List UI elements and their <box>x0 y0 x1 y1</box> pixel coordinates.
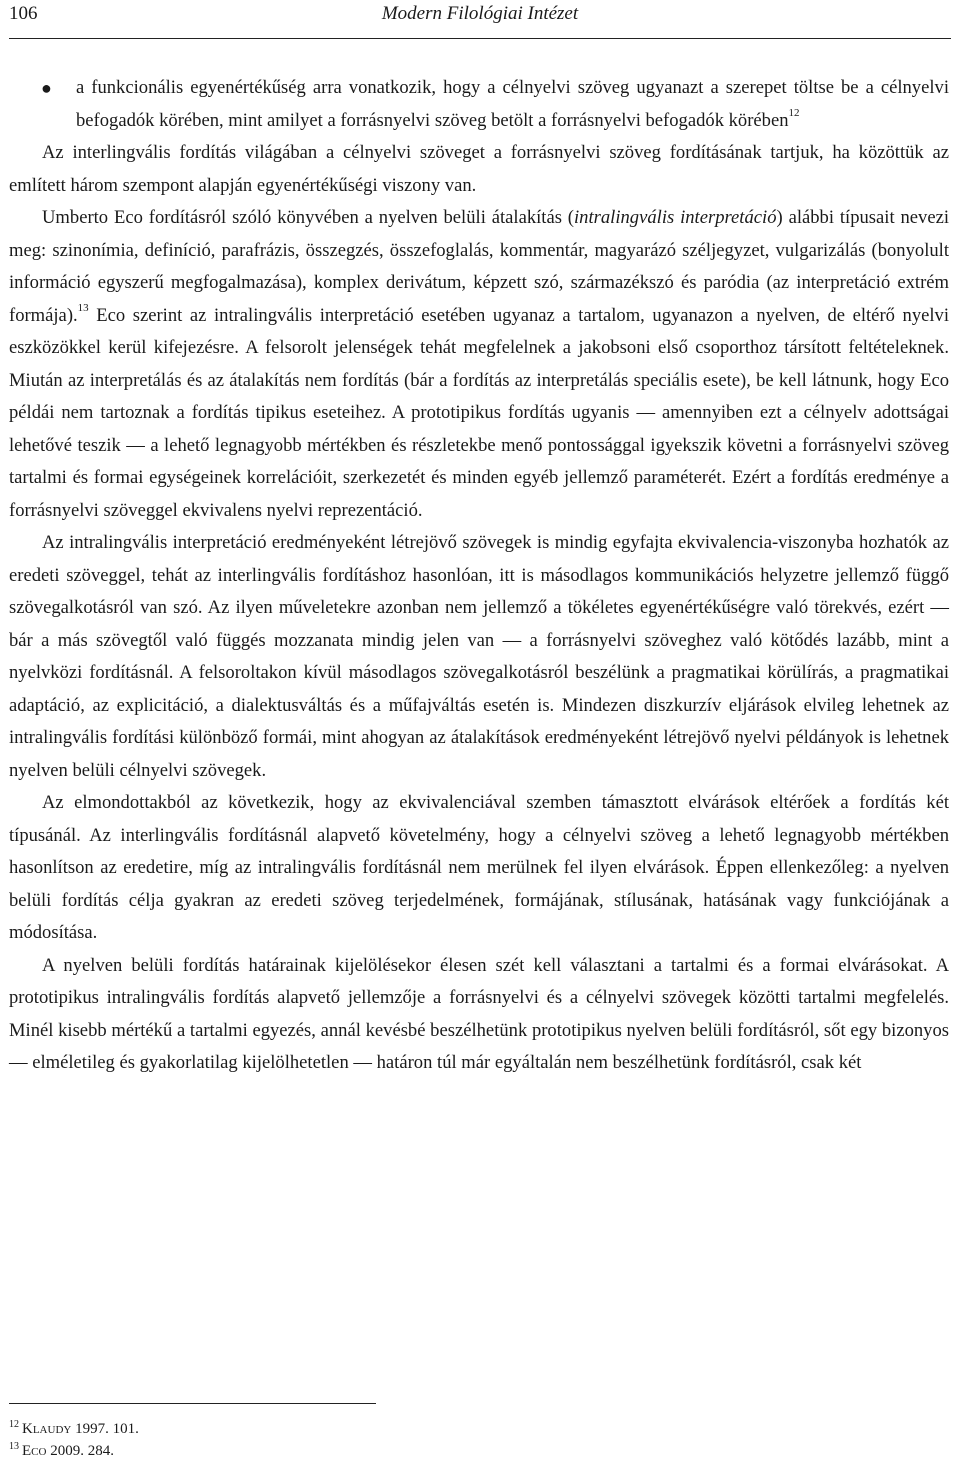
footnote-citation: 1997. 101. <box>71 1421 139 1437</box>
paragraph-3: Az intralingvális interpretáció eredményeként létrejövő szövegek is mindig egyfajta ekvivalencia-viszonyba hozhatók az eredeti szöveggel, tehát az interlingvális fordításhoz hasonlóan, itt is másodlagos kommunikációs helyzetre jellemző függő szövegalkotásról van szó. Az ilyen műveletekre azonban nem jellemző a tökéletes egyenértékűségre való törekvés, ezért — bár a más szövegtől való függés mozzanata mindig jelen van — a forrásnyelvi szöveghez való kötődés lazább, mint a nyelvközi fordításnál. A felsoroltakon kívül másodlagos szövegalkotásról beszélünk a pragmatikai körülírás, a pragmatikai adaptáció, az explicitáció, a dialektusváltás és a műfajváltás esetén is. Mindezen diszkurzív eljárások elvileg lehetnek az intralingvális fordítási különböző formái, mint ahogyan az átalakítások eredményeként létrejövő nyelvi példányok is lehetnek nyelven belüli célnyelvi szövegek. <box>9 532 949 781</box>
footnote-author: Eco <box>22 1443 47 1459</box>
bullet-text: a funkcionális egyenértékűség arra vonatkozik, hogy a célnyelvi szöveg ugyanazt a szerepet töltse be a célnyelvi befogadók körében, mint amilyet a forrásnyelvi szöveg betölt a forrásnyelvi befogadók körében <box>76 77 949 131</box>
footnote-ref-12: 12 <box>788 107 800 120</box>
footnote-divider <box>9 1403 376 1404</box>
footnote-citation: 2009. 284. <box>46 1443 114 1459</box>
footnote-number: 13 <box>9 1441 19 1452</box>
paragraph-2-part-a: Umberto Eco fordításról szóló könyvében a nyelven belüli átalakítás ( <box>42 207 575 228</box>
italic-term: intralingvális interpretáció <box>574 207 777 228</box>
body-text <box>9 72 949 1080</box>
footnotes <box>9 1418 139 1462</box>
paragraph-5: A nyelven belüli fordítás határainak kijelölésekor élesen szét kell választani a tartalmi és a formai elvárásokat. A prototipikus intralingvális fordítás alapvető jellemzője a forrásnyelvi és a célnyelvi szövegek közötti tartalmi megfelelés. Minél kisebb mértékű a tartalmi egyezés, annál kevésbé beszélhetünk prototipikus nyelven belüli fordításról, sőt egy bizonyos — elméletileg és gyakorlatilag kijelölhetetlen — határon túl már egyáltalán nem beszélhetünk fordításról, csak két <box>9 954 949 1073</box>
running-title: Modern Filológiai Intézet <box>381 3 579 24</box>
footnote-number: 12 <box>9 1419 19 1430</box>
bullet-item <box>9 72 949 137</box>
page-number: 106 <box>9 3 38 24</box>
footnote-author: Klaudy <box>22 1421 72 1437</box>
bullet-icon: ● <box>41 78 52 98</box>
paragraph-1: Az interlingvális fordítás világában a célnyelvi szöveget a forrásnyelvi szöveg fordításának tartjuk, ha közöttük az említett három szempont alapján egyenértékűségi viszony van. <box>9 142 949 196</box>
footnote-12 <box>9 1418 139 1440</box>
footnote-ref-13: 13 <box>77 302 89 315</box>
paragraph-2-part-b: ) alábbi típusait nevezi meg: szinonímia, definíció, parafrázis, összegzés, összefoglalás, kommentár, magyarázó széljegyzet, vulgarizálás (bonyolult információ egyszerű megfogalmazása), komplex derivátum, képzett szó, származékszó és paródia (az interpretáció extrém formája). <box>9 207 950 326</box>
page-header <box>9 0 951 39</box>
footnote-13 <box>9 1440 139 1462</box>
paragraph-2-part-c: Eco szerint az intralingvális interpretáció esetében ugyanaz a tartalom, ugyanazon a nyelven, de eltérő nyelvi eszközökkel kerül kifejezésre. A felsorolt jelenségek tehát megfelelnek a jakobsoni első csoporthoz társított feltételeknek. Miután az interpretálás és az átalakítás nem fordítás (bár a fordítás az interpretálás speciális esete), be kell látnunk, hogy Eco példái nem tartoznak a fordítás tipikus eseteihez. A prototipikus fordítás ugyanis — amennyiben ezt a célnyelv adottságai lehetővé teszik — a lehető legnagyobb mértékben és részletekbe menő pontossággal igyekszik követni a forrásnyelvi szöveg tartalmi és formai egységeinek korrelációit, szerkezetét és minden egyéb jellemző paraméterét. Ezért a fordítás eredménye a forrásnyelvi szöveggel ekvivalens nyelvi reprezentáció. <box>9 304 949 521</box>
paragraph-4: Az elmondottakból az következik, hogy az ekvivalenciával szemben támasztott elvárások eltérőek a fordítás két típusánál. Az interlingvális fordításnál alapvető követelmény, hogy a célnyelvi szöveg a lehető legnagyobb mértékben hasonlítson az eredetire, míg az intralingvális fordításnál nem merülnek fel ilyen elvárások. Éppen ellenkezőleg: a nyelven belüli fordítás célja gyakran az eredeti szöveg terjedelmének, formájának, stílusának, hatásának vagy funkciójának a módosítása. <box>9 792 949 943</box>
paragraph-2 <box>9 202 949 527</box>
